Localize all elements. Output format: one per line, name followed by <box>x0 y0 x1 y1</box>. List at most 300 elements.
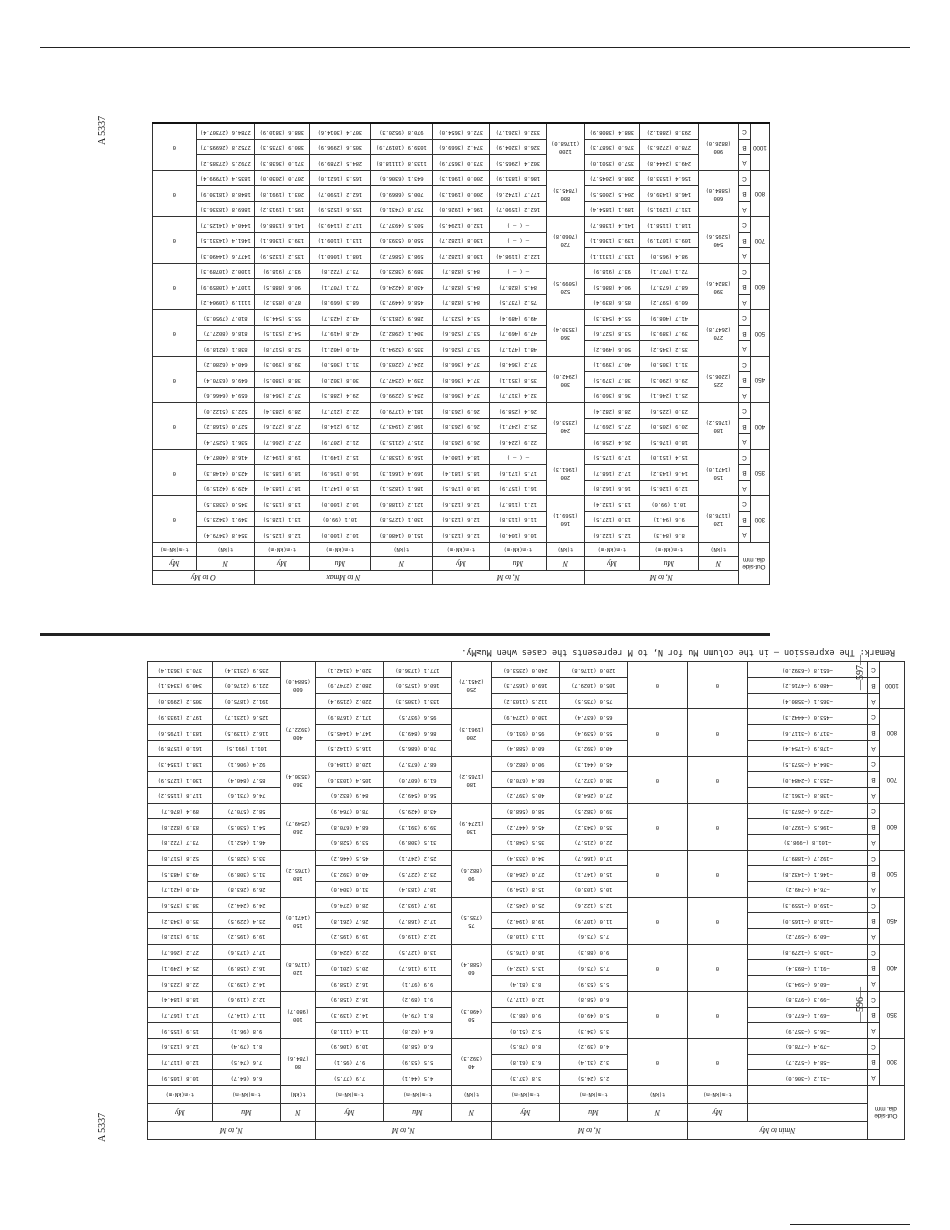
moment-my: 9.0 (88.3) <box>491 1007 559 1023</box>
axial-force-at-mmax: 598.3 (5867.2) <box>370 248 432 264</box>
column-unit-header: t(kN) <box>698 543 738 557</box>
moment-mu: 116.2 (1139.5) <box>212 725 280 741</box>
axial-force-n: 200 (1961.3) <box>451 709 491 756</box>
moment-mu: 10.1 (99.0) <box>639 496 698 512</box>
column-group-header: N, to M <box>432 571 584 585</box>
moment-mu: 31.1 (305.0) <box>639 357 698 373</box>
moment-mu: 307.4 (3014.6) <box>309 124 370 140</box>
axial-force-n1: 120 (1176.8) <box>698 496 738 543</box>
moment-my: 90.6 (888.5) <box>254 279 309 295</box>
moment-mu: 12.1 (118.7) <box>489 496 546 512</box>
table-row <box>152 481 769 497</box>
axial-force-at-zero-moment: 1848.8 (18130.9) <box>196 186 254 202</box>
moment-my: 31.9 (312.8) <box>147 929 212 945</box>
moment-my: 55.5 (544.3) <box>254 310 309 326</box>
moment-my-zero: 0 <box>152 217 196 264</box>
column-symbol-header: Mu <box>383 1104 451 1122</box>
moment-my: 18.5 (181.4) <box>432 465 489 481</box>
column-symbol-header: Mu <box>559 1104 627 1122</box>
moment-mu: 122.2 (1198.4) <box>489 248 546 264</box>
moment-my: 53.4 (523.7) <box>432 310 489 326</box>
moment-my: 340.9 (3343.1) <box>147 678 212 694</box>
moment-mu: 29.4 (288.3) <box>309 388 370 404</box>
table-row <box>147 662 904 678</box>
moment-my: 130.8 (1282.7) <box>432 248 489 264</box>
column-symbol-header: N <box>370 557 432 571</box>
axial-force-n1: 150 (1471.0) <box>698 450 738 497</box>
axial-force-zero: 0 <box>627 944 687 991</box>
pile-type: C <box>867 662 879 678</box>
axial-force-n2: 1200 (11768.0) <box>546 124 584 171</box>
moment-my: 112.5 (1103.2) <box>491 693 559 709</box>
outside-diameter: 600 <box>880 803 905 850</box>
axial-force-nmin: −76.4 (−749.2) <box>747 882 867 898</box>
moment-my: 25.4 (249.1) <box>147 960 212 976</box>
moment-mu: 39.7 (389.3) <box>639 326 698 342</box>
axial-force-at-zero-moment: 810.7 (7950.3) <box>196 310 254 326</box>
moment-my: 68.4 (670.8) <box>315 819 383 835</box>
axial-force-at-zero-moment: 640.4 (6280.2) <box>196 357 254 373</box>
moment-my: 54.2 (531.5) <box>254 326 309 342</box>
axial-force-nmin: −69.1 (−677.6) <box>747 1007 867 1023</box>
moment-mu: 25.2 (247.1) <box>489 419 546 435</box>
moment-mu: 25.2 (247.1) <box>383 850 451 866</box>
pile-type: A <box>867 740 879 756</box>
moment-mu: — ( — ) <box>489 450 546 466</box>
axial-force-at-zero-moment: 349.1 (3423.5) <box>196 512 254 528</box>
axial-force-at-mmax: 550.0 (5393.6) <box>370 233 432 249</box>
moment-my: 116.5 (1142.5) <box>315 740 383 756</box>
table-row <box>152 434 769 450</box>
moment-mu: 27.0 (264.8) <box>559 787 627 803</box>
pile-type: A <box>738 481 750 497</box>
moment-mu: 5.5 (53.9) <box>559 976 627 992</box>
axial-force-at-zero-moment: 1107.4 (10859.9) <box>196 279 254 295</box>
table-row <box>147 866 904 882</box>
axial-force-at-zero-moment: 1835.4 (17999.4) <box>196 171 254 187</box>
pile-type: C <box>738 264 750 280</box>
axial-force-n: 90 (882.6) <box>451 850 491 897</box>
axial-force-at-mmax: 286.9 (2813.5) <box>370 310 432 326</box>
moment-my: 12.0 (117.7) <box>491 991 559 1007</box>
moment-mu: 14.2 (139.3) <box>212 976 280 992</box>
moment-mu: 30.8 (302.0) <box>309 372 370 388</box>
moment-mu: 73.7 (722.8) <box>309 264 370 280</box>
column-group-header: N, to M <box>315 1122 491 1140</box>
moment-my: 13.1 (128.5) <box>254 512 309 528</box>
moment-my: 87.0 (853.2) <box>254 295 309 311</box>
axial-force-nmin: −60.6 (−594.3) <box>747 976 867 992</box>
moment-my: 203.1 (1991.8) <box>254 186 309 202</box>
moment-mu: 39.9 (391.3) <box>383 819 451 835</box>
moment-my: 370.3 (3631.4) <box>147 662 212 678</box>
moment-my: 138.1 (1354.3) <box>147 756 212 772</box>
moment-my-zero: 0 <box>687 1038 747 1085</box>
moment-my-zero: 0 <box>687 709 747 756</box>
moment-mu: 23.2 (227.5) <box>383 866 451 882</box>
outside-diameter: 600 <box>751 264 770 311</box>
moment-my: 18.4 (180.4) <box>432 450 489 466</box>
moment-mu: 10.2 (100.0) <box>309 527 370 543</box>
axial-force-at-mmax: 970.8 (9520.3) <box>370 124 432 140</box>
moment-mu: 72.1 (707.1) <box>639 264 698 280</box>
capacity-table-lower <box>147 661 905 1140</box>
axial-force-nmin: −480.9 (−4716.2) <box>747 678 867 694</box>
axial-force-nmin: −146.1 (−1432.8) <box>747 866 867 882</box>
moment-my: 45.5 (446.2) <box>315 850 383 866</box>
column-unit-header: t·m(kN·m) <box>489 543 546 557</box>
moment-my: 13.0 (127.5) <box>584 512 639 528</box>
pile-type: B <box>867 913 879 929</box>
moment-my: 19.8 (194.2) <box>254 450 309 466</box>
moment-my: 38.3 (375.6) <box>147 897 212 913</box>
moment-my: 204.5 (2005.5) <box>584 186 639 202</box>
pile-type: B <box>738 465 750 481</box>
moment-my: 141.6 (1388.6) <box>254 217 309 233</box>
axial-force-at-zero-moment: 2784.6 (27307.4) <box>196 124 254 140</box>
moment-mu: 48.1 (471.7) <box>489 341 546 357</box>
axial-force-n: 100 (980.7) <box>280 991 315 1038</box>
moment-mu: 15.4 (151.0) <box>639 450 698 466</box>
moment-my: 89.4 (876.7) <box>147 803 212 819</box>
moment-my: 105.4 (1033.6) <box>315 772 383 788</box>
moment-my: 240.0 (2353.6) <box>491 662 559 678</box>
moment-mu: 35.0 (343.2) <box>559 819 627 835</box>
moment-my: 8.3 (81.4) <box>491 976 559 992</box>
table-row <box>152 248 769 264</box>
moment-mu: 41.0 (402.1) <box>309 341 370 357</box>
column-symbol-header: My <box>315 1104 383 1122</box>
bottom-rule <box>790 1224 910 1225</box>
moment-mu: 8.6 (84.3) <box>639 527 698 543</box>
moment-mu: 42.8 (419.7) <box>309 326 370 342</box>
table-row <box>152 388 769 404</box>
outside-diameter: 1000 <box>751 124 770 171</box>
moment-my: 38.8 (380.5) <box>254 372 309 388</box>
pile-type: B <box>738 372 750 388</box>
moment-my: 18.8 (184.4) <box>147 991 212 1007</box>
moment-my: 13.5 (132.4) <box>491 960 559 976</box>
document-code: A 5337 <box>97 1112 108 1142</box>
top-rule <box>40 47 910 48</box>
axial-force-nmin: −99.3 (−973.8) <box>747 991 867 1007</box>
table-row <box>147 725 904 741</box>
moment-my: 133.7 (1311.1) <box>584 248 639 264</box>
moment-my: 16.6 (162.8) <box>584 481 639 497</box>
moment-my: 26.7 (261.8) <box>315 913 383 929</box>
column-symbol-header: My <box>147 1104 212 1122</box>
axial-force-at-mmax: 169.4 (1661.3) <box>370 465 432 481</box>
moment-my: 169.0 (1657.3) <box>491 678 559 694</box>
column-unit-header: t·m(kN·m) <box>315 1086 383 1104</box>
moment-mu: 3.2 (31.4) <box>559 1054 627 1070</box>
moment-mu: 146.8 (1439.6) <box>639 186 698 202</box>
table-row <box>152 403 769 419</box>
axial-force-n2: 200 (1961.3) <box>546 450 584 497</box>
column-group-header: N, to M <box>491 1122 687 1140</box>
moment-my: 5.2 (51.0) <box>491 1023 559 1039</box>
column-symbol-header <box>747 1104 867 1122</box>
axial-force-n1: 390 (3824.6) <box>698 264 738 311</box>
moment-mu: 191.2 (1875.0) <box>212 693 280 709</box>
moment-mu: 326.8 (3204.9) <box>489 140 546 156</box>
section-divider <box>40 633 770 636</box>
moment-mu: 12.9 (126.5) <box>639 481 698 497</box>
moment-mu: 26.9 (263.8) <box>212 882 280 898</box>
axial-force-nmin: −651.8 (−6392.0) <box>747 662 867 678</box>
moment-my: 11.4 (111.8) <box>315 1023 383 1039</box>
table-row <box>152 264 769 280</box>
axial-force-at-mmax: 234.5 (2299.6) <box>370 388 432 404</box>
moment-my: 189.1 (1854.4) <box>584 202 639 218</box>
pile-type: B <box>867 1007 879 1023</box>
moment-my: 388.6 (3810.9) <box>254 124 309 140</box>
moment-my: 12.6 (123.6) <box>432 496 489 512</box>
axial-force-at-zero-moment: 1111.9 (10904.2) <box>196 295 254 311</box>
moment-mu: 3.5 (34.3) <box>559 1023 627 1039</box>
column-unit-header: t(kN) <box>546 543 584 557</box>
outside-diameter: 500 <box>751 310 770 357</box>
moment-mu: 12.5 (122.6) <box>559 897 627 913</box>
axial-force-at-zero-moment: 2752.8 (26995.7) <box>196 140 254 156</box>
moment-mu: 15.0 (147.1) <box>309 481 370 497</box>
moment-mu: 22.0 (215.7) <box>559 835 627 851</box>
axial-force-n: 600 (5884.0) <box>280 662 315 709</box>
moment-mu: 13.0 (127.5) <box>383 944 451 960</box>
moment-mu: 40.0 (392.3) <box>559 740 627 756</box>
moment-my: 207.0 (2030.0) <box>254 171 309 187</box>
moment-my: 135.2 (1325.9) <box>254 248 309 264</box>
moment-my: 93.7 (918.9) <box>254 264 309 280</box>
axial-force-n: 360 (3530.4) <box>280 756 315 803</box>
moment-mu: 131.7 (1291.5) <box>639 202 698 218</box>
moment-mu: 9.9 (97.1) <box>383 976 451 992</box>
moment-mu: 68.7 (673.7) <box>383 756 451 772</box>
moment-mu: 92.4 (906.1) <box>212 756 280 772</box>
axial-force-nmin: −138.8 (−1361.2) <box>747 787 867 803</box>
moment-mu: 49.9 (489.4) <box>489 310 546 326</box>
column-unit-header: t·m(kN·m) <box>559 1086 627 1104</box>
axial-force-at-zero-moment: 659.4 (6466.6) <box>196 388 254 404</box>
pile-type: A <box>738 341 750 357</box>
table-row <box>152 124 769 140</box>
moment-mu: 41.7 (408.9) <box>639 310 698 326</box>
moment-my: 388.4 (3808.9) <box>584 124 639 140</box>
moment-my: 320.4 (3142.1) <box>315 662 383 678</box>
moment-mu: 72.1 (707.1) <box>309 279 370 295</box>
axial-force-nmin: −36.5 (−357.9) <box>747 1023 867 1039</box>
moment-mu: 12.2 (119.6) <box>383 929 451 945</box>
axial-force-n2: 240 (2353.6) <box>546 403 584 450</box>
moment-mu: 7.5 (73.6) <box>559 960 627 976</box>
moment-mu: 12.2 (119.6) <box>212 991 280 1007</box>
outside-diameter: 300 <box>751 496 770 543</box>
column-unit-header: t·m(kN·m) <box>147 1086 212 1104</box>
axial-force-at-mmax: 1133.8 (11118.8) <box>370 155 432 171</box>
axial-force-n: 180 (1765.2) <box>280 850 315 897</box>
moment-mu: 249.3 (2444.8) <box>639 155 698 171</box>
outside-diameter: 350 <box>751 450 770 497</box>
column-group-header: Nmin to My <box>687 1122 867 1140</box>
moment-my: 25.0 (245.2) <box>491 897 559 913</box>
pile-type: B <box>867 772 879 788</box>
moment-my: 38.7 (379.5) <box>584 372 639 388</box>
moment-my: 19.9 (195.2) <box>315 929 383 945</box>
axial-force-at-zero-moment: 2792.5 (27385.2) <box>196 155 254 171</box>
table-row <box>152 310 769 326</box>
moment-mu: 177.7 (1742.6) <box>489 186 546 202</box>
pile-type: C <box>738 217 750 233</box>
moment-mu: 11.6 (113.8) <box>489 512 546 528</box>
moment-mu: 58.2 (570.7) <box>212 803 280 819</box>
moment-my: 15.9 (155.9) <box>147 1023 212 1039</box>
axial-force-at-zero-moment: 1461.4 (14331.5) <box>196 233 254 249</box>
column-symbol-header: N <box>698 557 738 571</box>
moment-mu: 21.2 (207.9) <box>309 434 370 450</box>
column-group-header: O to My <box>152 571 254 585</box>
moment-my: 73.7 (722.8) <box>147 835 212 851</box>
column-unit-header: t·m(kN·m) <box>212 1086 280 1104</box>
moment-my: 200.0 (1961.3) <box>432 171 489 187</box>
moment-my: 372.6 (3654.0) <box>432 124 489 140</box>
column-group-header: N, to M <box>147 1122 315 1140</box>
pile-type: C <box>738 310 750 326</box>
moment-my: 37.4 (366.8) <box>432 372 489 388</box>
moment-my: 55.4 (543.3) <box>584 310 639 326</box>
pile-type: A <box>738 434 750 450</box>
moment-mu: 25.1 (246.1) <box>639 388 698 404</box>
axial-force-n2: 720 (7060.8) <box>546 217 584 264</box>
outside-diameter-header: Out-side dia. mm <box>867 1086 904 1140</box>
axial-force-at-mmax: 643.1 (6306.6) <box>370 171 432 187</box>
moment-my: 7.9 (77.5) <box>315 1070 383 1086</box>
axial-force-at-mmax: 430.8 (4224.6) <box>370 279 432 295</box>
moment-mu: 9.1 (89.2) <box>383 991 451 1007</box>
moment-my: 130.1 (1275.9) <box>147 772 212 788</box>
axial-force-n1: 270 (2647.8) <box>698 310 738 357</box>
moment-my: 45.6 (447.2) <box>491 819 559 835</box>
axial-force-at-mmax: 156.9 (1538.7) <box>370 450 432 466</box>
moment-my: 197.2 (1933.9) <box>147 709 212 725</box>
moment-mu: 38.0 (372.7) <box>559 772 627 788</box>
moment-my: 95.0 (931.6) <box>491 725 559 741</box>
axial-force-at-zero-moment: 522.3 (5122.0) <box>196 403 254 419</box>
moment-mu: 235.9 (2313.4) <box>212 662 280 678</box>
outside-diameter: 800 <box>751 171 770 218</box>
moment-mu: 14.6 (143.2) <box>639 465 698 481</box>
moment-my: 18.7 (183.4) <box>254 481 309 497</box>
moment-my: 90.4 (886.5) <box>584 279 639 295</box>
moment-my: 20.5 (201.0) <box>315 960 383 976</box>
moment-mu: 6.0 (58.8) <box>383 1038 451 1054</box>
moment-my: 17.1 (167.7) <box>147 1007 212 1023</box>
moment-my: 147.4 (1445.5) <box>315 725 383 741</box>
axial-force-at-mmax: 121.2 (1188.6) <box>370 496 432 512</box>
moment-my: 17.2 (168.7) <box>584 465 639 481</box>
moment-mu: 162.2 (1590.7) <box>489 202 546 218</box>
moment-my: 141.4 (1386.7) <box>584 217 639 233</box>
axial-force-at-mmax: 130.1 (1275.8) <box>370 512 432 528</box>
moment-mu: 105.0 (1029.7) <box>559 678 627 694</box>
pile-type: B <box>738 233 750 249</box>
moment-my: 83.9 (822.8) <box>147 819 212 835</box>
table-row <box>147 913 904 929</box>
pile-type: B <box>867 1054 879 1070</box>
axial-force-nmin: −79.4 (−778.6) <box>747 1038 867 1054</box>
column-unit-header: t·m(kN·m) <box>432 543 489 557</box>
moment-mu: 19.7 (193.2) <box>383 897 451 913</box>
column-group-header: N, to M <box>584 571 738 585</box>
moment-my: 60.0 (588.4) <box>491 740 559 756</box>
moment-my: 26.9 (263.8) <box>432 434 489 450</box>
axial-force-nmin: −101.8 (−998.3) <box>747 835 867 851</box>
axial-force-at-mmax: 458.6 (4497.3) <box>370 295 432 311</box>
moment-my: 130.8 (1282.7) <box>432 233 489 249</box>
moment-my: 39.8 (390.3) <box>254 357 309 373</box>
table-row <box>152 465 769 481</box>
moment-mu: — ( — ) <box>489 217 546 233</box>
axial-force-n: 250 (2451.7) <box>451 662 491 709</box>
moment-mu: 35.8 (351.1) <box>489 372 546 388</box>
moment-mu: 23.0 (225.6) <box>639 403 698 419</box>
outside-diameter: 350 <box>880 991 905 1038</box>
moment-mu: 68.7 (673.7) <box>639 279 698 295</box>
moment-my: 139.3 (1366.1) <box>254 233 309 249</box>
axial-force-n1: 900 (8826.0) <box>698 124 738 171</box>
axial-force-at-mmax: 224.7 (2203.6) <box>370 357 432 373</box>
moment-my: 90.0 (882.6) <box>491 756 559 772</box>
moment-my: 53.8 (527.6) <box>584 326 639 342</box>
column-unit-header: t(kN) <box>370 543 432 557</box>
outside-diameter: 300 <box>880 1038 905 1085</box>
moment-my: 183.1 (1795.6) <box>147 725 212 741</box>
axial-force-at-mmax: 198.2 (1943.7) <box>370 419 432 435</box>
pile-type: C <box>738 450 750 466</box>
outside-diameter: 400 <box>751 403 770 450</box>
axial-force-nmin: −192.7 (−1889.7) <box>747 850 867 866</box>
pile-type: B <box>738 279 750 295</box>
moment-my: 34.0 (333.4) <box>491 850 559 866</box>
moment-mu: 45.0 (441.3) <box>559 756 627 772</box>
moment-mu: 17.7 (173.6) <box>212 944 280 960</box>
pile-type: C <box>867 944 879 960</box>
axial-force-nmin: −178.9 (−1754.4) <box>747 740 867 756</box>
table-row <box>147 929 904 945</box>
moment-my: 50.6 (496.2) <box>584 341 639 357</box>
moment-mu: 165.3 (1621.0) <box>309 171 370 187</box>
moment-mu: 17.5 (171.6) <box>489 465 546 481</box>
moment-my: 27.2 (266.7) <box>254 434 309 450</box>
moment-mu: 31.5 (308.9) <box>212 866 280 882</box>
outside-diameter: 400 <box>880 944 905 991</box>
pile-type: C <box>738 124 750 140</box>
outside-diameter: 1000 <box>880 662 905 709</box>
moment-my: 13.5 (132.4) <box>584 496 639 512</box>
moment-my: 18.0 (176.5) <box>432 481 489 497</box>
table-row <box>147 1023 904 1039</box>
moment-my: 40.0 (392.3) <box>315 866 383 882</box>
moment-my: 28.9 (283.4) <box>254 403 309 419</box>
moment-my: 120.8 (1184.6) <box>315 756 383 772</box>
pile-type: A <box>738 155 750 171</box>
table-row <box>152 419 769 435</box>
capacity-table-upper <box>152 123 770 586</box>
moment-my-zero: 0 <box>152 310 196 357</box>
moment-my: 27.8 (272.6) <box>254 419 309 435</box>
table-row <box>147 976 904 992</box>
moment-my: 9.7 (95.1) <box>315 1054 383 1070</box>
moment-my: 371.0 (3638.3) <box>254 155 309 171</box>
